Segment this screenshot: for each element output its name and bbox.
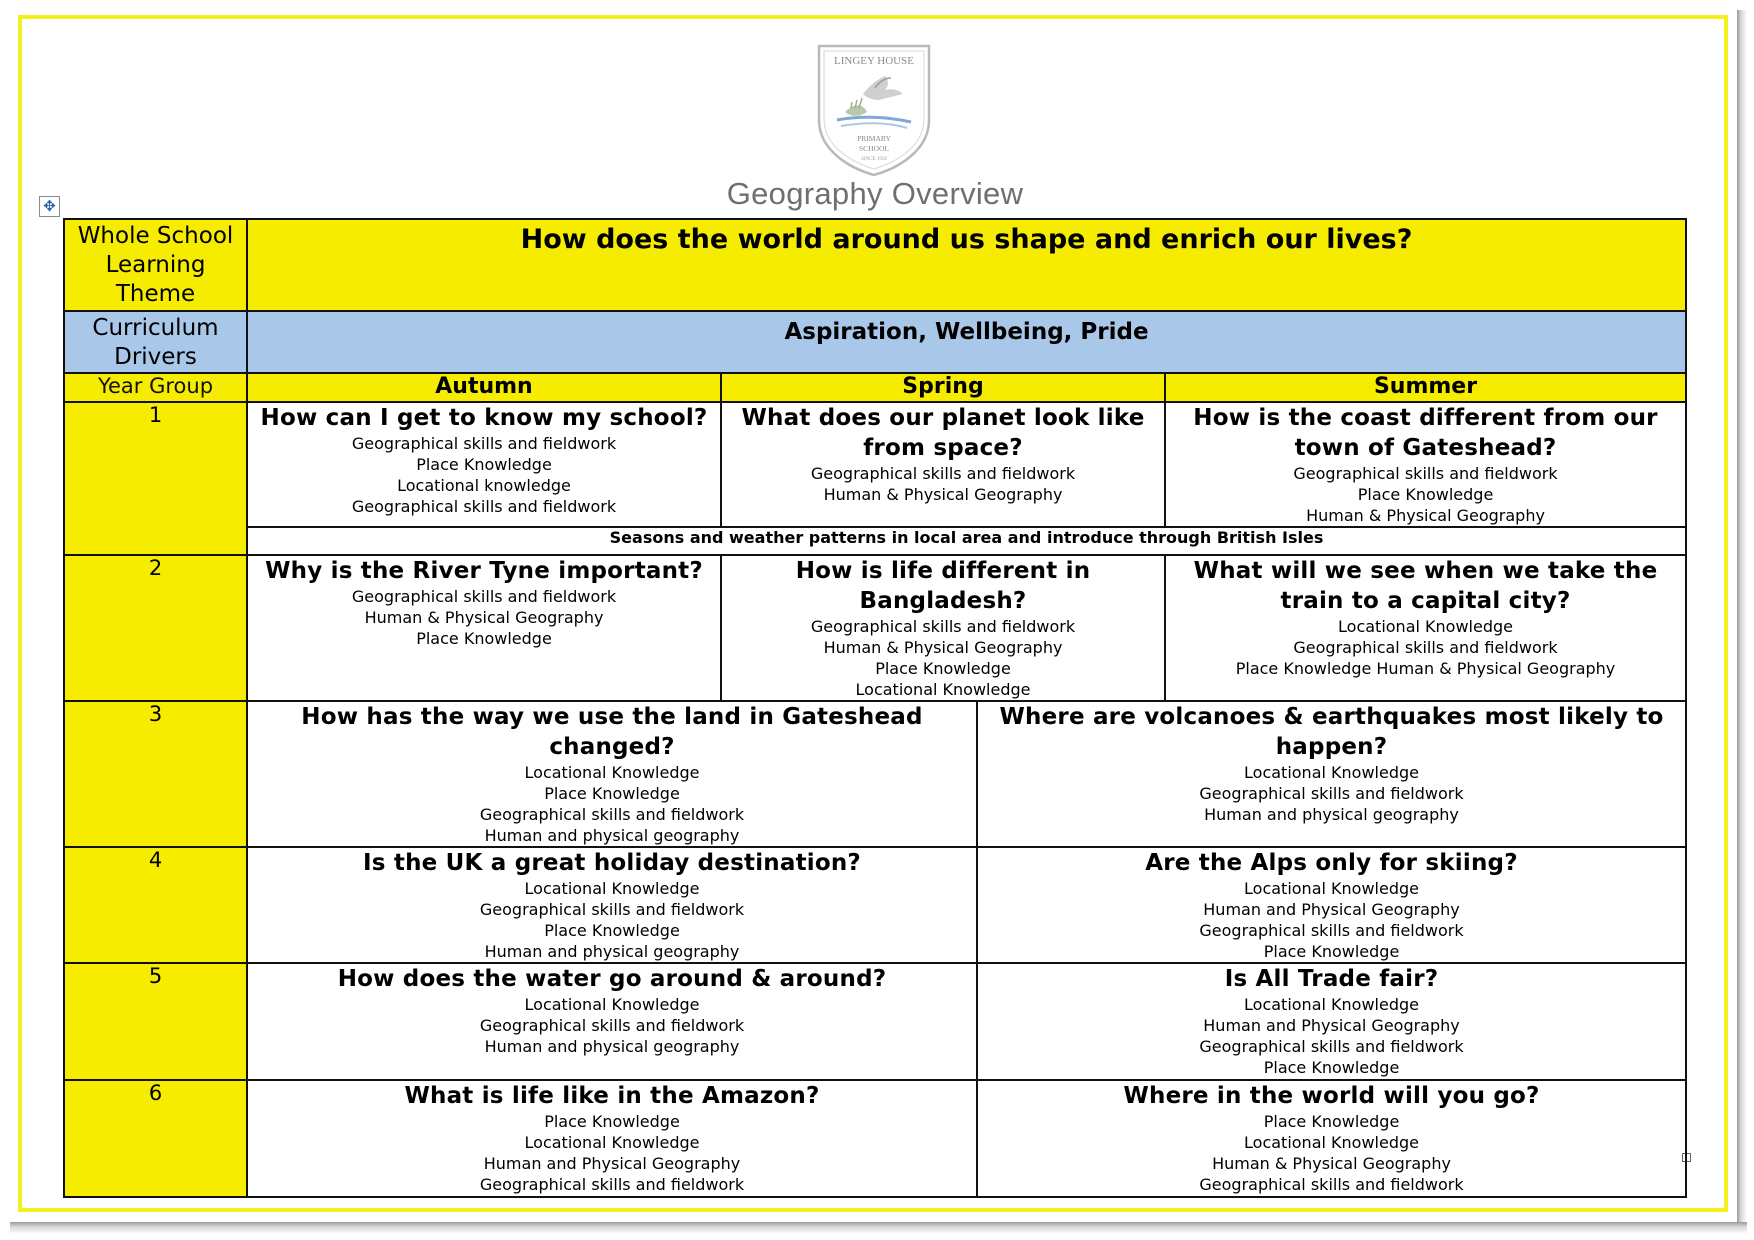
topic-question: Why is the River Tyne important? [265, 558, 703, 584]
topic-item: Human & Physical Geography [1306, 506, 1545, 525]
svg-text:LINGEY HOUSE: LINGEY HOUSE [834, 55, 914, 67]
topic-item: Human & Physical Geography [823, 638, 1063, 657]
topic-item: Geographical skills and fieldwork [1199, 1175, 1464, 1194]
drivers-label: Curriculum Drivers [64, 311, 247, 373]
topic-item: Place Knowledge [1357, 485, 1494, 504]
topic-question: How can I get to know my school? [260, 405, 708, 431]
svg-text:SCHOOL: SCHOOL [858, 144, 890, 153]
topic-item: Locational Knowledge [524, 879, 700, 898]
term-autumn: Autumn [247, 373, 721, 402]
topic-item: Human & Physical Geography [364, 608, 604, 627]
page-shadow-right [1737, 10, 1747, 1222]
topic-item: Geographical skills and fieldwork [479, 1016, 745, 1035]
cell-year5-first-half [247, 963, 977, 1080]
year-number: 4 [64, 847, 247, 963]
page-shadow-bottom [10, 1222, 1747, 1234]
year-5-row [64, 963, 1686, 1080]
drivers-row [64, 311, 1686, 373]
topic-item: Human & Physical Geography [823, 485, 1063, 504]
topic-item: Locational Knowledge [524, 995, 700, 1014]
topic-question: Where are volcanoes & earthquakes most likely to happen? [999, 704, 1664, 760]
theme-text: How does the world around us shape and enrich our lives? [247, 219, 1686, 311]
cell-year4-second-half [977, 847, 1686, 963]
geography-overview-table [63, 218, 1687, 1198]
year-4-row [64, 847, 1686, 963]
terms-row [64, 373, 1686, 402]
topic-question: How has the way we use the land in Gateshead changed? [301, 704, 923, 760]
page-title: Geography Overview [726, 176, 1024, 211]
cell-year1-summer [1165, 402, 1686, 527]
topic-question: What will we see when we take the train to a capital city? [1193, 558, 1658, 614]
theme-row [64, 219, 1686, 311]
topic-question: What does our planet look like from space? [741, 405, 1145, 461]
topic-item: Human and physical geography [484, 826, 740, 845]
year-number: 5 [64, 963, 247, 1080]
topic-item: Geographical skills and fieldwork [1293, 638, 1558, 657]
topic-item: Place Knowledge [1263, 1058, 1400, 1077]
topic-item: Geographical skills and fieldwork [1199, 784, 1464, 803]
topic-item: Place Knowledge [544, 784, 680, 803]
year-1-note-row [64, 527, 1686, 555]
topic-question: How is the coast different from our town of Gateshead? [1193, 405, 1658, 461]
topic-item: Locational Knowledge [1244, 995, 1419, 1014]
theme-label: Whole School Learning Theme [64, 219, 247, 311]
topic-item: Locational Knowledge [855, 680, 1031, 699]
topic-item: Human and Physical Geography [1203, 1016, 1460, 1035]
year-6-row [64, 1080, 1686, 1197]
topic-question: What is life like in the Amazon? [404, 1083, 820, 1109]
topic-item: Human and physical geography [1204, 805, 1459, 824]
topic-item: Locational Knowledge [524, 1133, 700, 1152]
topic-item: Human and Physical Geography [1203, 900, 1460, 919]
topic-item: Place Knowledge [544, 921, 680, 940]
cell-year1-autumn [247, 402, 721, 527]
year-3-row [64, 701, 1686, 847]
cell-year5-second-half [977, 963, 1686, 1080]
topic-item: Place Knowledge [1263, 942, 1400, 961]
topic-item: Geographical skills and fieldwork [1293, 464, 1558, 483]
term-summer: Summer [1165, 373, 1686, 402]
cell-year2-summer [1165, 555, 1686, 701]
topic-item: Geographical skills and fieldwork [351, 497, 617, 516]
topic-item: Locational Knowledge [1244, 1133, 1419, 1152]
topic-question: Is the UK a great holiday destination? [363, 850, 861, 876]
topic-item: Human & Physical Geography [1212, 1154, 1451, 1173]
topic-item: Locational Knowledge [524, 763, 700, 782]
table-move-handle-icon[interactable]: ✥ [39, 196, 60, 217]
cell-year6-first-half [247, 1080, 977, 1197]
year-group-label: Year Group [64, 373, 247, 402]
cell-year3-second-half [977, 701, 1686, 847]
topic-item: Geographical skills and fieldwork [1199, 1037, 1464, 1056]
year-1-row [64, 402, 1686, 527]
cell-year6-second-half [977, 1080, 1686, 1197]
drivers-text: Aspiration, Wellbeing, Pride [247, 311, 1686, 373]
topic-item: Geographical skills and fieldwork [351, 587, 617, 606]
topic-item: Geographical skills and fieldwork [479, 805, 745, 824]
topic-item: Place Knowledge [544, 1112, 680, 1131]
topic-item: Place Knowledge [416, 455, 552, 474]
year-number: 6 [64, 1080, 247, 1197]
svg-text:PRIMARY: PRIMARY [857, 134, 891, 143]
topic-item: Geographical skills and fieldwork [479, 900, 745, 919]
topic-item: Place Knowledge [1263, 1112, 1400, 1131]
topic-item: Locational Knowledge [1244, 763, 1419, 782]
year-number: 2 [64, 555, 247, 701]
topic-question: Is All Trade fair? [1224, 966, 1439, 992]
topic-question: How is life different in Bangladesh? [795, 558, 1091, 614]
topic-question: Are the Alps only for skiing? [1145, 850, 1518, 876]
cell-year2-spring [721, 555, 1165, 701]
topic-item: Geographical skills and fieldwork [810, 464, 1076, 483]
topic-item: Human and Physical Geography [483, 1154, 741, 1173]
topic-item: Place Knowledge Human & Physical Geography [1235, 659, 1616, 678]
topic-item: Locational knowledge [397, 476, 571, 495]
svg-text:SINCE 1958: SINCE 1958 [861, 157, 887, 162]
cell-year4-first-half [247, 847, 977, 963]
term-spring: Spring [721, 373, 1165, 402]
topic-question: Where in the world will you go? [1123, 1083, 1540, 1109]
topic-item: Geographical skills and fieldwork [810, 617, 1076, 636]
topic-item: Locational Knowledge [1244, 879, 1419, 898]
topic-item: Place Knowledge [875, 659, 1011, 678]
topic-item: Human and physical geography [484, 1037, 740, 1056]
topic-item: Locational Knowledge [1338, 617, 1513, 636]
school-logo [815, 42, 933, 178]
cell-year2-autumn [247, 555, 721, 701]
topic-item: Geographical skills and fieldwork [351, 434, 617, 453]
cell-year1-spring [721, 402, 1165, 527]
topic-item: Place Knowledge [416, 629, 552, 648]
year-number: 3 [64, 701, 247, 847]
topic-question: How does the water go around & around? [337, 966, 887, 992]
topic-item: Geographical skills and fieldwork [1199, 921, 1464, 940]
year-2-row [64, 555, 1686, 701]
topic-item: Human and physical geography [484, 942, 740, 961]
cell-year3-first-half [247, 701, 977, 847]
topic-item: Geographical skills and fieldwork [479, 1175, 745, 1194]
year-number: 1 [64, 402, 247, 555]
year1-note: Seasons and weather patterns in local area and introduce through British Isles [247, 527, 1686, 555]
